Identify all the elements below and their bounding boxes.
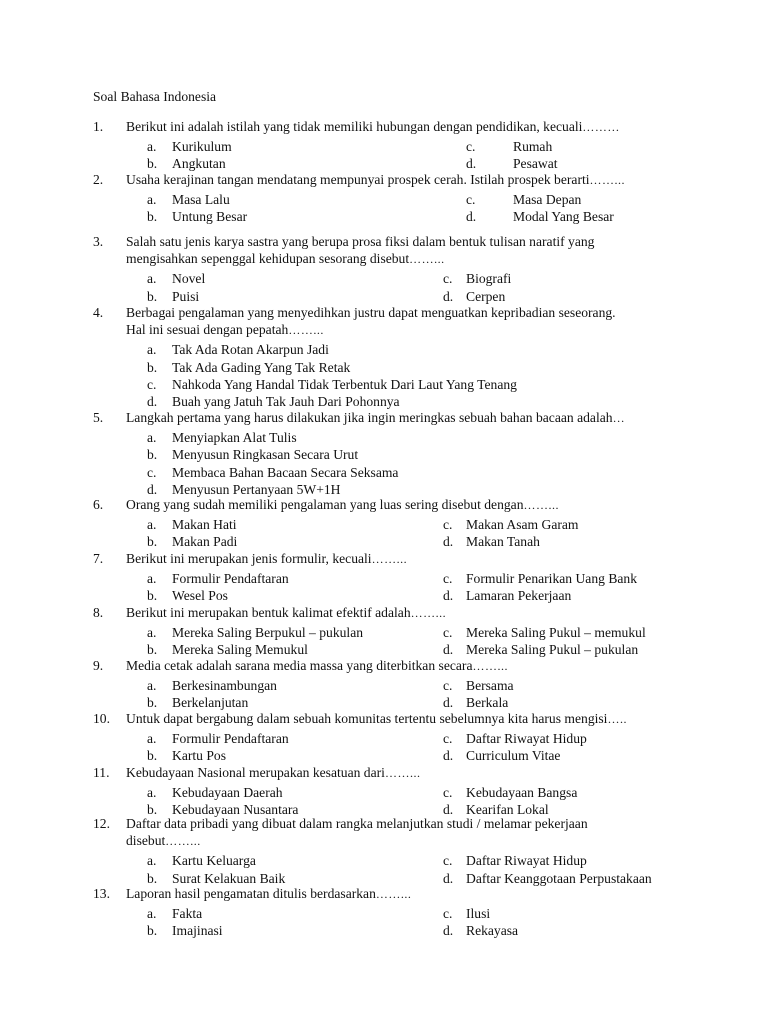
question-number: 10. (93, 711, 110, 726)
option-letter: d. (443, 288, 454, 304)
option-letter: c. (443, 785, 453, 800)
option-text: Fakta (172, 906, 203, 921)
answer-blank-dots: ……... (375, 887, 412, 901)
question-text-line (126, 409, 701, 426)
option-text: Rekayasa (466, 923, 519, 939)
question-number: 9. (93, 658, 104, 673)
answer-blank-dots: ……... (523, 498, 560, 512)
question-text (126, 604, 701, 621)
option-letter: b. (147, 695, 158, 711)
option-text: Angkutan (172, 156, 226, 172)
question-number: 8. (93, 605, 104, 620)
option-text: Mereka Saling Pukul – memukul (466, 625, 646, 640)
option-text: Berkesinambungan (172, 678, 277, 693)
question-number: 4. (93, 305, 104, 320)
option-text: Bersama (466, 678, 514, 693)
question-text-content: mengisahkan sepenggal kehidupan sesorang disebut (126, 251, 410, 267)
option-letter: c. (443, 906, 453, 921)
question-number: 1. (93, 119, 104, 134)
option-letter: a. (147, 342, 157, 358)
option-letter: c. (443, 625, 453, 640)
option-text: Kurikulum (172, 139, 232, 154)
option-letter: d. (443, 802, 454, 818)
option-text: Untung Besar (172, 209, 248, 225)
question-text (126, 764, 701, 781)
question-text (126, 304, 701, 339)
question-text-line (126, 885, 701, 902)
page-title: Soal Bahasa Indonesia (93, 89, 217, 104)
answer-blank-dots: ……... (409, 252, 445, 267)
question-text-line (126, 764, 701, 781)
question-text-content: Salah satu jenis karya sastra yang berupa prosa fiksi dalam bentuk tulisan naratif yang (126, 234, 595, 249)
option-letter: a. (147, 271, 157, 287)
option-text: Buah yang Jatuh Tak Jauh Dari Pohonnya (172, 394, 400, 410)
question-text-line (126, 233, 701, 250)
option-letter: b. (147, 534, 158, 550)
question-text-line (126, 832, 701, 849)
question-text-content: Berbagai pengalaman yang menyedihkan justru dapat menguatkan kepribadian seseorang. (126, 305, 616, 320)
option-text: Lamaran Pekerjaan (466, 588, 572, 604)
option-letter: d. (443, 923, 454, 939)
option-letter: b. (147, 288, 158, 304)
answer-blank-dots: ……... (165, 834, 201, 849)
option-letter: c. (466, 139, 476, 154)
option-text: Kebudayaan Daerah (172, 785, 283, 800)
question-text-line (126, 604, 701, 621)
option-letter: d. (443, 642, 454, 658)
option-letter: b. (147, 642, 158, 658)
option-text: Berkala (466, 695, 509, 711)
option-text: Curriculum Vitae (466, 748, 561, 764)
option-text: Imajinasi (172, 923, 223, 939)
question-text (126, 550, 701, 567)
option-letter: a. (147, 625, 157, 640)
question-text (126, 409, 701, 426)
option-letter: d. (443, 870, 454, 886)
option-letter: c. (466, 192, 476, 207)
question-text-line (126, 171, 701, 188)
question-text-line (126, 304, 701, 321)
question-text-line (126, 657, 701, 674)
option-letter: a. (147, 906, 157, 921)
option-text: Novel (172, 271, 206, 287)
option-text: Mereka Saling Pukul – pukulan (466, 642, 639, 658)
option-text: Puisi (172, 288, 200, 304)
question-text-line (126, 118, 701, 135)
question-text-line (126, 710, 701, 727)
option-letter: b. (147, 802, 158, 818)
question-text-line (126, 321, 701, 338)
option-letter: a. (147, 731, 157, 746)
question-number: 3. (93, 234, 104, 249)
option-letter: b. (147, 209, 158, 225)
question-number: 2. (93, 172, 104, 187)
option-text: Formulir Pendaftaran (172, 571, 289, 586)
question-text-line (126, 550, 701, 567)
option-letter: a. (147, 139, 157, 154)
question-text (126, 815, 701, 850)
answer-blank-dots: ……... (288, 323, 324, 338)
question-text (126, 885, 701, 902)
option-letter: c. (443, 517, 453, 532)
question-text-line (126, 250, 701, 267)
option-text: Kebudayaan Bangsa (466, 785, 578, 800)
question-text-content: Kebudayaan Nasional merupakan kesatuan dari (126, 765, 385, 780)
answer-blank-dots: ……... (472, 659, 508, 673)
option-text: Surat Kelakuan Baik (172, 870, 286, 886)
option-text: Formulir Pendaftaran (172, 731, 289, 746)
question-number: 13. (93, 886, 110, 901)
option-text: Kebudayaan Nusantara (172, 802, 299, 818)
option-text: Masa Lalu (172, 192, 230, 207)
answer-blank-dots: ……... (589, 173, 626, 187)
option-text: Wesel Pos (172, 588, 228, 604)
option-letter: d. (466, 156, 477, 172)
question-text-content: disebut (126, 833, 166, 849)
question-text-content: Usaha kerajinan tangan mendatang mempunyai prospek cerah. Istilah prospek berarti (126, 172, 590, 187)
option-letter: d. (443, 695, 454, 711)
option-letter: a. (147, 192, 157, 207)
option-letter: d. (443, 588, 454, 604)
option-text: Membaca Bahan Bacaan Secara Seksama (172, 464, 399, 480)
question-text-content: Langkah pertama yang harus dilakukan jika ingin meringkas sebuah bahan bacaan adalah (126, 410, 613, 425)
option-text: Modal Yang Besar (513, 209, 614, 225)
option-text: Biografi (466, 271, 512, 287)
answer-blank-dots: ……... (371, 552, 408, 566)
option-text: Kearifan Lokal (466, 802, 549, 818)
option-letter: a. (147, 430, 157, 445)
option-letter: c. (147, 464, 157, 480)
option-letter: b. (147, 923, 158, 939)
question-text-content: Daftar data pribadi yang dibuat dalam rangka melanjutkan studi / melamar pekerjaan (126, 816, 588, 831)
option-text: Nahkoda Yang Handal Tidak Terbentuk Dari Laut Yang Tenang (172, 376, 517, 392)
option-letter: c. (443, 571, 453, 586)
option-text: Formulir Penarikan Uang Bank (466, 571, 638, 586)
question-text-content: Berikut ini merupakan jenis formulir, kecuali (126, 551, 372, 566)
option-letter: c. (443, 678, 453, 693)
option-text: Menyusun Ringkasan Secara Urut (172, 447, 359, 463)
option-letter: b. (147, 748, 158, 764)
question-text-content: Media cetak adalah sarana media massa yang diterbitkan secara (126, 658, 473, 673)
option-text: Menyusun Pertanyaan 5W+1H (172, 481, 341, 497)
question-number: 5. (93, 410, 104, 425)
question-text (126, 710, 701, 727)
option-letter: a. (147, 571, 157, 586)
option-text: Mereka Saling Berpukul – pukulan (172, 625, 364, 640)
option-text: Daftar Keanggotaan Perpustakaan (466, 870, 652, 886)
question-text-line (126, 496, 701, 513)
answer-blank-dots: ……… (582, 120, 620, 134)
question-text (126, 657, 701, 674)
answer-blank-dots: ….. (607, 712, 627, 726)
option-text: Menyiapkan Alat Tulis (172, 430, 297, 445)
option-letter: c. (443, 853, 453, 869)
question-text-content: Berikut ini merupakan bentuk kalimat efektif adalah (126, 605, 411, 620)
question-text (126, 233, 701, 268)
question-text-content: Orang yang sudah memiliki pengalaman yang luas sering disebut dengan (126, 497, 524, 512)
question-text-content: Berikut ini adalah istilah yang tidak memiliki hubungan dengan pendidikan, kecuali (126, 119, 583, 134)
option-text: Daftar Riwayat Hidup (466, 853, 587, 869)
question-text-content: Laporan hasil pengamatan ditulis berdasarkan (126, 886, 376, 901)
option-text: Tak Ada Rotan Akarpun Jadi (172, 342, 329, 358)
option-letter: c. (443, 731, 453, 746)
option-letter: a. (147, 853, 157, 869)
option-letter: c. (443, 271, 453, 287)
question-text-content: Untuk dapat bergabung dalam sebuah komunitas tertentu sebelumnya kita harus mengisi (126, 711, 608, 726)
option-letter: d. (443, 534, 454, 550)
option-text: Cerpen (466, 288, 506, 304)
answer-blank-dots: … (612, 411, 626, 425)
option-letter: c. (147, 376, 157, 392)
option-text: Makan Tanah (466, 534, 540, 550)
answer-blank-dots: ……... (384, 766, 421, 780)
question-text-line (126, 815, 701, 832)
option-letter: d. (443, 748, 454, 764)
option-text: Masa Depan (513, 192, 582, 207)
answer-blank-dots: ……... (410, 606, 447, 620)
option-letter: a. (147, 517, 157, 532)
option-letter: a. (147, 785, 157, 800)
option-letter: b. (147, 447, 158, 463)
option-letter: b. (147, 156, 158, 172)
option-text: Kartu Keluarga (172, 853, 256, 869)
question-text (126, 496, 701, 513)
option-letter: d. (147, 481, 158, 497)
question-number: 12. (93, 816, 110, 831)
option-text: Makan Padi (172, 534, 238, 550)
option-text: Kartu Pos (172, 748, 226, 764)
question-number: 11. (93, 765, 110, 780)
question-number: 7. (93, 551, 104, 566)
option-text: Makan Hati (172, 517, 237, 532)
question-text (126, 118, 701, 135)
question-text (126, 171, 701, 188)
option-letter: b. (147, 588, 158, 604)
option-letter: d. (147, 394, 158, 410)
option-text: Berkelanjutan (172, 695, 249, 711)
question-number: 6. (93, 497, 104, 512)
option-letter: d. (466, 209, 477, 225)
option-letter: b. (147, 359, 158, 375)
option-text: Daftar Riwayat Hidup (466, 731, 587, 746)
option-text: Pesawat (513, 156, 558, 172)
option-text: Mereka Saling Memukul (172, 642, 308, 658)
option-text: Tak Ada Gading Yang Tak Retak (172, 359, 351, 375)
option-text: Ilusi (466, 906, 491, 921)
option-letter: b. (147, 870, 158, 886)
question-text-content: Hal ini sesuai dengan pepatah (126, 322, 289, 338)
option-text: Rumah (513, 139, 553, 154)
option-text: Makan Asam Garam (466, 517, 579, 532)
option-letter: a. (147, 678, 157, 693)
